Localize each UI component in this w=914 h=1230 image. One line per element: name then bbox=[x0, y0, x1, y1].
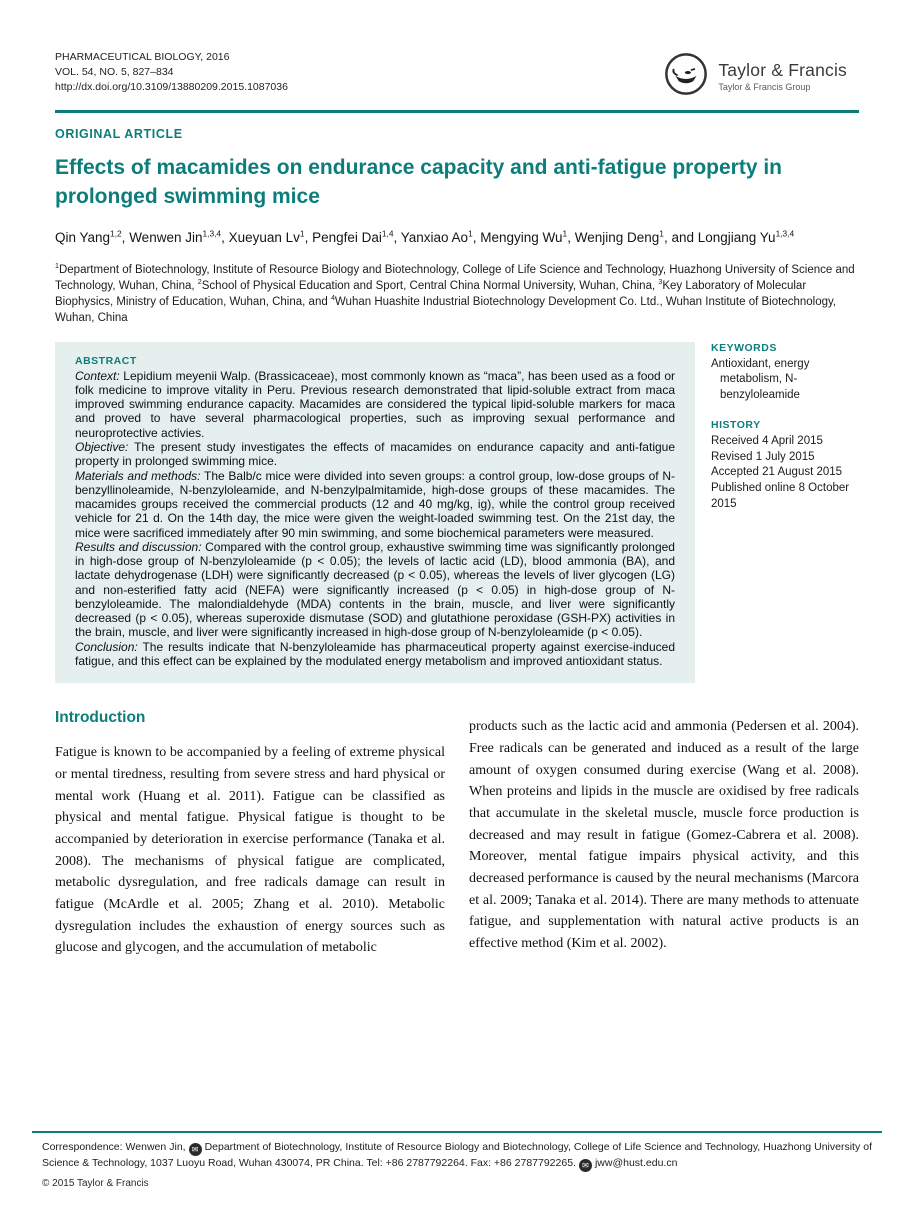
keywords-block bbox=[711, 342, 859, 404]
author: Yanxiao Ao$^1$, bbox=[400, 228, 481, 246]
affiliation: $^1$Department of Biotechnology, Institute of Resource Biology and Biotechnology, College of Life Science and Technology, Huazhong University of Science and Technology, Wuhan, China, bbox=[55, 261, 855, 292]
affiliation: $^4$Wuhan Huashite Industrial Biotechnology Development Co. Ltd., Wuhan Institute of Biotechnology, Wuhan, China bbox=[55, 294, 837, 325]
publisher-logo-icon bbox=[663, 51, 709, 102]
affiliation: $^3$Key Laboratory of Molecular Biophysics, Ministry of Education, Wuhan, China, and bbox=[55, 278, 807, 309]
envelope-icon: ✉ bbox=[579, 1159, 592, 1172]
intro-paragraph-left: Fatigue is known to be accompanied by a feeling of extreme physical or mental tiredness, resulting from severe stress and hard physical or mental work (Huang et al. 2011). Fatigue can be classified as physical and mental fatigue. Physical fatigue is thought to be accompanied by deterioration in exercise performance (Tanaka et al. 2008). The mechanisms of physical fatigue are complicated, metabolic dysregulation, and free radicals damage can result in fatigue (McArdle et al. 2005; Zhang et al. 2010). Metabolic dysregulation includes the exhaustion of energy sources such as glucose and glycogen, and the accumulation of metabolic bbox=[55, 745, 445, 956]
introduction-section bbox=[55, 709, 859, 959]
journal-volume-line: VOL. 54, NO. 5, 827–834 bbox=[55, 65, 174, 78]
publisher-name: Taylor & Francis bbox=[718, 60, 847, 81]
author-affil-sup: 1,4 bbox=[381, 228, 394, 239]
abstract-heading: ABSTRACT bbox=[75, 354, 137, 367]
correspondence-email-link[interactable]: jww@hust.edu.cn bbox=[594, 1157, 678, 1169]
affiliation: $^2$School of Physical Education and Sport, Central China Normal University, Wuhan, China, bbox=[197, 278, 659, 292]
author: and Longjiang Yu$^{1,3,4}$ bbox=[671, 228, 795, 246]
journal-info bbox=[55, 50, 288, 95]
article-type-label: ORIGINAL ARTICLE bbox=[55, 127, 183, 141]
journal-name-line: PHARMACEUTICAL BIOLOGY, 2016 bbox=[55, 51, 230, 63]
history-published: Published online 8 October 2015 bbox=[711, 482, 850, 510]
footer-divider bbox=[32, 1131, 882, 1133]
author: Wenwen Jin$^{1,3,4}$, bbox=[129, 228, 229, 246]
introduction-heading: Introduction bbox=[55, 709, 146, 727]
author-affil-sup: 1,3,4 bbox=[775, 228, 795, 239]
header-divider bbox=[55, 110, 859, 113]
author: Xueyuan Lv$^1$, bbox=[228, 228, 313, 246]
author: Qin Yang$^{1,2}$, bbox=[55, 228, 130, 246]
article-meta-sidebar bbox=[711, 342, 859, 684]
history-block bbox=[711, 419, 859, 513]
history-revised: Revised 1 July 2015 bbox=[711, 450, 815, 463]
abstract-conclusion: Conclusion: The results indicate that N-benzyloleamide has pharmaceutical property against exercise-induced fatigue, and this effect can be explained by the modulated energy metabolism and improved antioxidant status. bbox=[75, 639, 675, 668]
author-affil-sup: 1 bbox=[659, 228, 664, 239]
publisher-logo-text bbox=[718, 61, 847, 91]
history-accepted: Accepted 21 August 2015 bbox=[711, 466, 843, 479]
keywords-heading: KEYWORDS bbox=[711, 341, 777, 354]
abstract-materials-methods: Materials and methods: The Balb/c mice were divided into seven groups: a control group, low-dose groups of N-benzyllinoleamide, N-benzyloleamide, and N-benzylpalmitamide, high-dose groups of these macamides. The macamides groups received the commercial products (12 and 40 mg/kg, ig), while the control group received vehicle for 21 d. On the 14th day, the mice were given the weight-loaded swimming test. On the 21st day, the mice were sacrificed immediately after 90 min swimming, and some biochemical parameters were measured. bbox=[75, 468, 675, 540]
abstract-section bbox=[55, 342, 859, 684]
publisher-logo bbox=[663, 51, 847, 102]
author: Mengying Wu$^1$, bbox=[480, 228, 575, 246]
intro-column-right bbox=[469, 709, 859, 959]
abstract-results-discussion: Results and discussion: Compared with the control group, exhaustive swimming time was significantly prolonged in high-dose group of N-benzyloleamide (p < 0.05); the levels of lactic acid (LD), blood ammonia (BA), and lactate dehydrogenase (LDH) were significantly decreased (p < 0.05), whereas the levels of liver glycogen (LG) and non-esterified fatty acid (NEFA) were significantly increased (p < 0.05) in high-dose group of N-benzyloleamide. The malondialdehyde (MDA) contents in the brain, muscle, and liver were significantly decreased (p < 0.05), whereas superoxide dismutase (SOD) and glutathione peroxidase (GSH-PX) activities in the brain, muscle, and liver were significantly increased in high-dose group of N-benzyloleamide (p < 0.05). bbox=[75, 539, 675, 640]
author-affil-sup: 1,3,4 bbox=[202, 228, 222, 239]
copyright-line: © 2015 Taylor & Francis bbox=[42, 1178, 149, 1189]
author: Wenjing Deng$^1$, bbox=[574, 228, 672, 246]
history-heading: HISTORY bbox=[711, 418, 761, 431]
keywords-text: Antioxidant, energy metabolism, N-benzyloleamide bbox=[711, 357, 810, 402]
intro-paragraph-right: products such as the lactic acid and ammonia (Pedersen et al. 2004). Free radicals can be generated and induced as a result of the large amount of oxygen consumed during exercise (Wang et al. 2008). When proteins and lipids in the muscle are oxidised by free radicals that accumulate in the skeletal muscle, muscle force production is decreased and may result in fatigue (Gomez-Cabrera et al. 2008). Moreover, mental fatigue impairs physical activity, and this decreased performance is caused by the neural mechanisms (Marcora et al. 2009; Tanaka et al. 2014). There are many methods to attenuate fatigue, and supplementation with natural active products is an effective method (Kim et al. 2002). bbox=[469, 719, 859, 952]
author-affil-sup: 1 bbox=[562, 228, 568, 239]
page-header bbox=[55, 50, 859, 102]
intro-column-left bbox=[55, 709, 445, 959]
abstract-context: Context: Lepidium meyenii Walp. (Brassicaceae), most commonly known as “maca”, has been used as a food or folk medicine to improve vitality in Peru. Previous research demonstrated that lipid-soluble extract from maca improved swimming endurance capacity. Macamides are considered the typical lipid-soluble markers for maca and proved to have several pharmacological properties, such as improving sexual performance and neuroprotective activies. bbox=[75, 368, 675, 440]
abstract-objective: Objective: The present study investigates the effects of macamides on endurance capacity and anti-fatigue property in prolonged swimming mice. bbox=[75, 440, 675, 469]
page-title: Effects of macamides on endurance capacity and anti-fatigue property in prolonged swimming mice bbox=[55, 156, 783, 208]
author-affil-sup: 1,2 bbox=[110, 228, 122, 239]
affiliation-list bbox=[55, 262, 855, 327]
page-footer bbox=[32, 1131, 882, 1189]
doi-link[interactable]: http://dx.doi.org/10.3109/13880209.2015.1087036 bbox=[55, 80, 288, 93]
email-icon: ✉ bbox=[189, 1143, 202, 1156]
history-received: Received 4 April 2015 bbox=[711, 434, 823, 447]
author-affil-sup: 1 bbox=[468, 228, 473, 239]
abstract-box bbox=[55, 342, 695, 684]
correspondence-note: Correspondence: Wenwen Jin, ✉ Department of Biotechnology, Institute of Resource Biology and Biotechnology, College of Life Science and Technology, Huazhong University of Science & Technology, 1037 Luoyu Road, Wuhan 430074, PR China. Tel: +86 2787792264. Fax: +86 2787792265. ✉ jww@hust.edu.cn bbox=[42, 1141, 872, 1170]
publisher-group: Taylor & Francis Group bbox=[718, 81, 811, 92]
author-affil-sup: 1 bbox=[299, 228, 305, 239]
author: Pengfei Dai$^{1,4}$, bbox=[312, 228, 401, 246]
author-list bbox=[55, 228, 850, 249]
